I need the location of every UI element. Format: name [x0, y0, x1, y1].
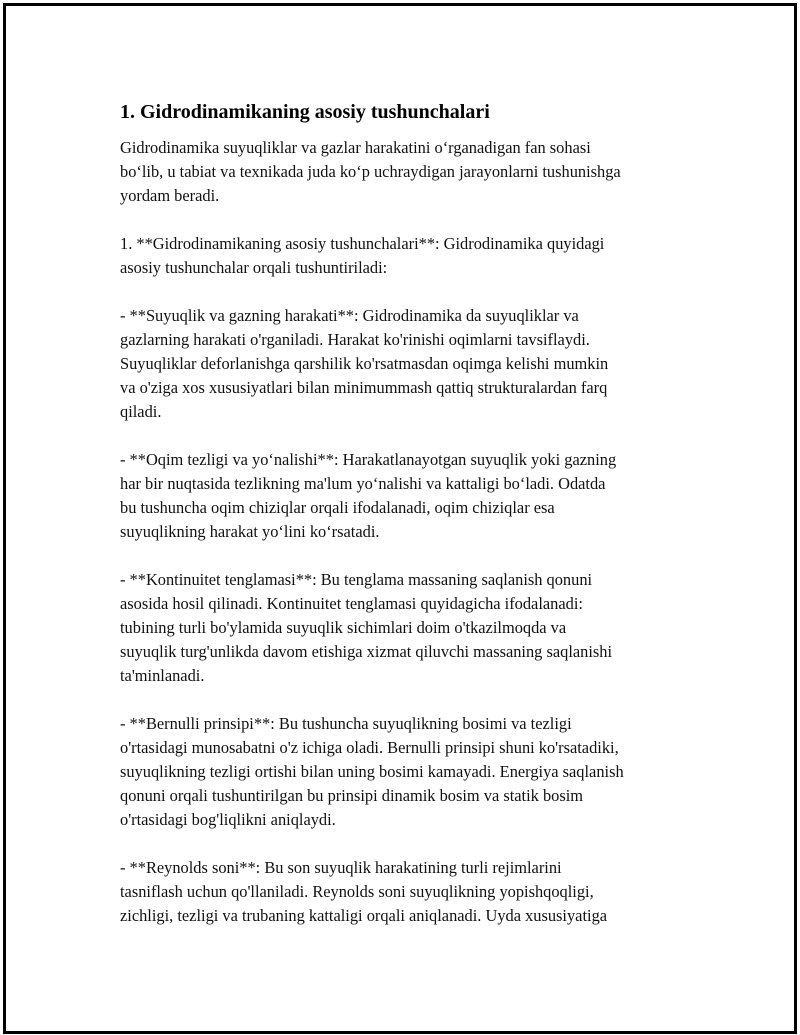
fluid-motion-paragraph: - **Suyuqlik va gazning harakati**: Gidrodinamika da suyuqliklar va gazlarning harakati o'rganiladi. Harakat ko'rinishi oqimlarni tavsiflaydi. Suyuqliklar deforlanishga qarshilik ko'rsatmasdan oqimga kelishi mumkin va o'ziga xos xususiyatlari bilan minimummash qattiq strukturalardan farq qiladi.: [120, 306, 609, 421]
flow-velocity-paragraph: - **Oqim tezligi va yo‘nalishi**: Harakatlanayotgan suyuqlik yoki gazning har bir nuqtasida tezlikning ma'lum yo‘nalishi va kattaligi bo‘ladi. Odatda bu tushuncha oqim chiziqlar orqali ifodalanadi, oqim chiziqlar esa suyuqlikning harakat yo‘lini ko‘rsatadi.: [120, 450, 617, 541]
concepts-intro-paragraph: 1. **Gidrodinamikaning asosiy tushunchalari**: Gidrodinamika quyidagi asosiy tushunchalar orqali tushuntiriladi:: [120, 234, 605, 277]
continuity-equation-paragraph: - **Kontinuitet tenglamasi**: Bu tenglama massaning saqlanish qonuni asosida hosil qilinadi. Kontinuitet tenglamasi quyidagicha ifodalanadi: tubining turli bo'ylamida suyuqlik sichimlari doim o'tkazilmoqda va suyuqlik turg'unlikda davom etishiga xizmat qiluvchi massaning saqlanishi ta'minlanadi.: [120, 570, 613, 685]
section-heading: 1. Gidrodinamikaning asosiy tushunchalari: [120, 101, 490, 123]
bernoulli-principle-paragraph: - **Bernulli prinsipi**: Bu tushuncha suyuqlikning bosimi va tezligi o'rtasidagi munosabatni o'z ichiga oladi. Bernulli prinsipi shuni ko'rsatadiki, suyuqlikning tezligi ortishi bilan uning bosimi kamayadi. Energiya saqlanish qonuni orqali tushuntirilgan bu prinsipi dinamik bosim va statik bosim o'rtasidagi bog'liqlikni aniqlaydi.: [120, 714, 624, 829]
reynolds-number-paragraph: - **Reynolds soni**: Bu son suyuqlik harakatining turli rejimlarini tasniflash uchun qo'llaniladi. Reynolds soni suyuqlikning yopishqoqligi, zichligi, tezligi va trubaning kattaligi orqali aniqlanadi. Uyda xususiyatiga: [120, 858, 608, 925]
document-page: [3, 3, 797, 1034]
document-content: [120, 98, 700, 952]
intro-paragraph: Gidrodinamika suyuqliklar va gazlar harakatini o‘rganadigan fan sohasi bo‘lib, u tabiat va texnikada juda ko‘p uchraydigan jarayonlarni tushunishga yordam beradi.: [120, 138, 621, 205]
